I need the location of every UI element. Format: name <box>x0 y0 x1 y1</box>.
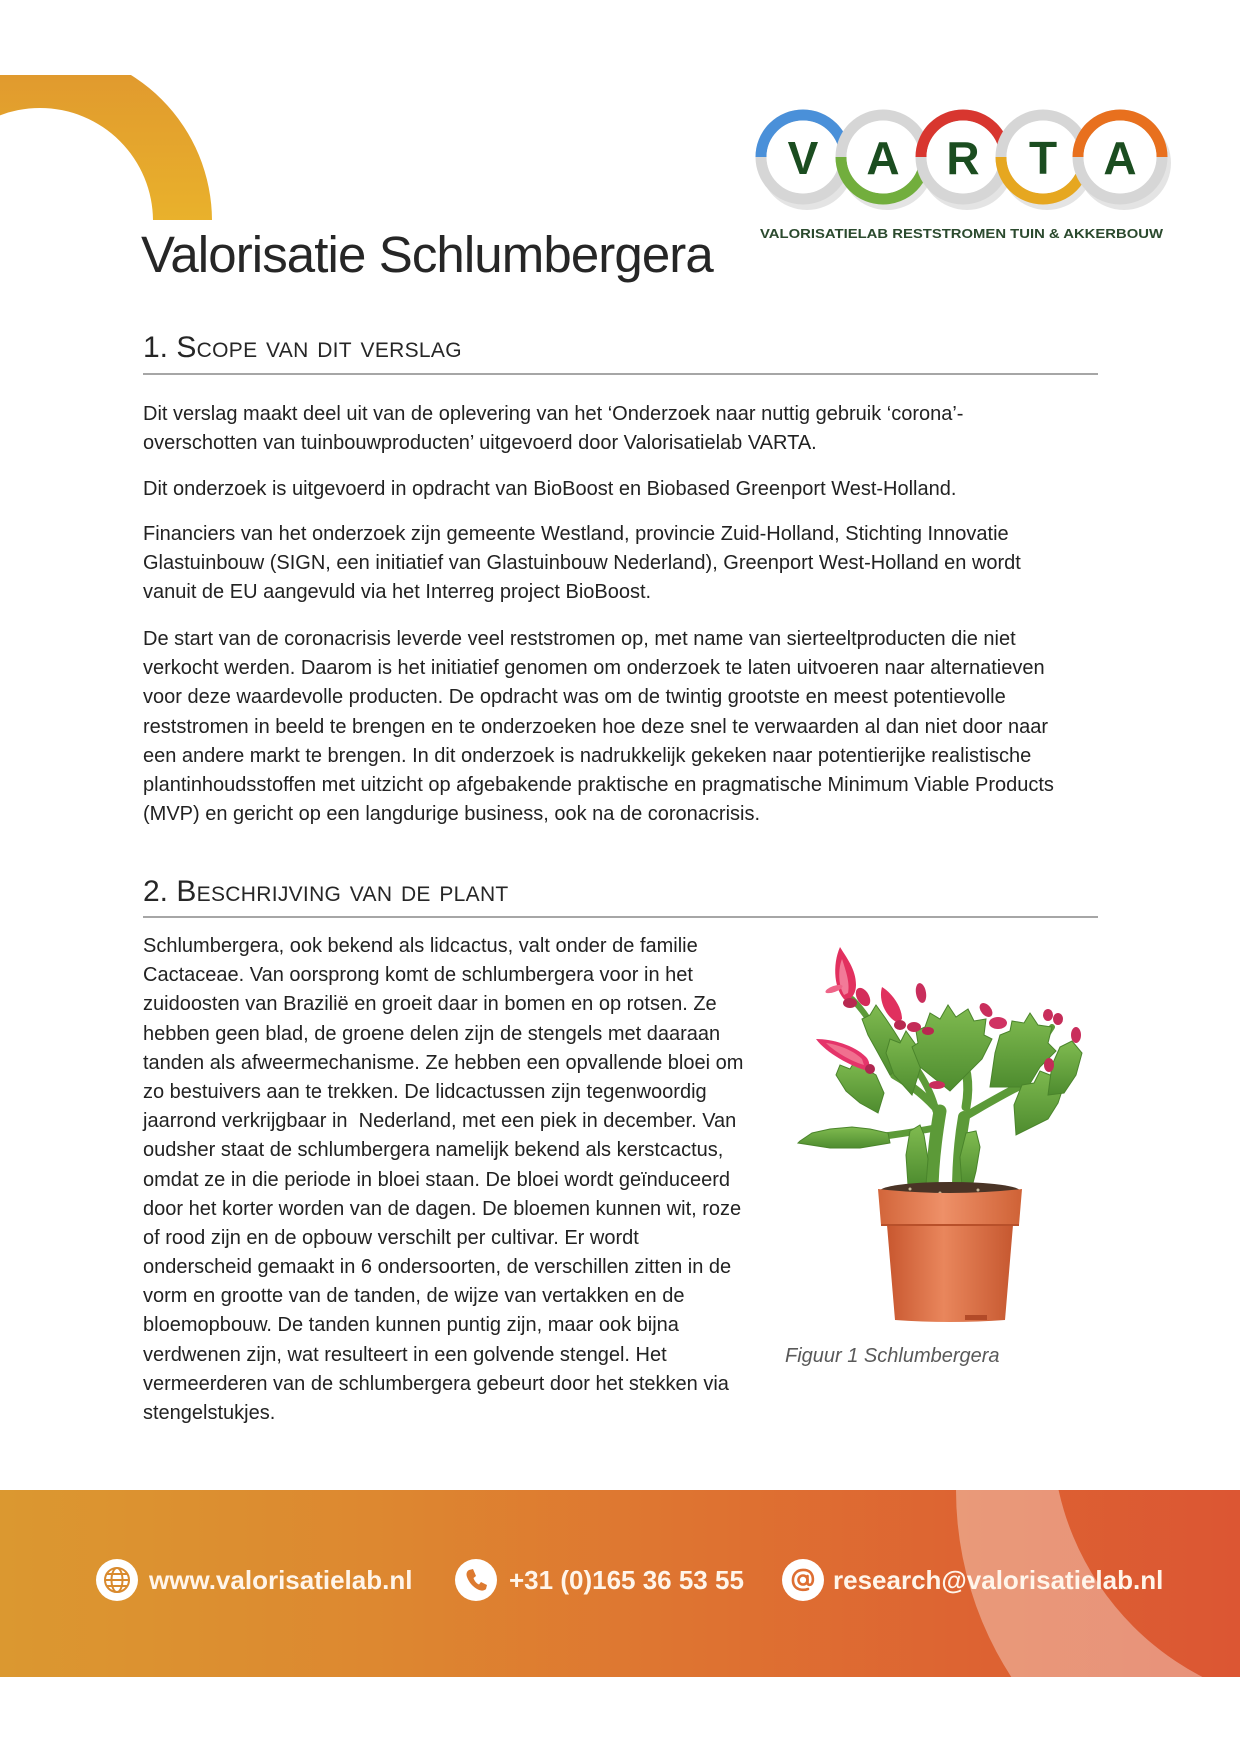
text-line: vermeerderen van de schlumbergera gebeurt door het stekken via <box>143 1372 729 1395</box>
text-line: of rood zijn en de opbouw verschilt per cultivar. Er wordt <box>143 1226 639 1249</box>
footer-email: research@valorisatielab.nl <box>833 1565 1164 1595</box>
text-line: (MVP) en gericht op een langdurige business, ook na de coronacrisis. <box>143 803 761 826</box>
section-number: 1. <box>143 331 169 364</box>
paragraph <box>143 400 963 458</box>
text-line: jaarrond verkrijgbaar in Nederland, met een piek in december. Van <box>143 1110 737 1133</box>
decorative-arc <box>0 0 240 240</box>
globe-icon <box>96 1559 138 1601</box>
section-heading-plant <box>143 877 509 907</box>
heading-divider <box>143 916 1098 918</box>
text-line: reststromen in beeld te brengen en te onderzoeken hoe deze snel te verwaarden al dan niet door naar <box>143 715 1049 738</box>
text-line: De start van de coronacrisis leverde veel reststromen op, met name van sierteeltproducten die niet <box>143 628 1016 650</box>
section-heading-scope <box>143 333 462 363</box>
footer-banner <box>0 1490 1240 1677</box>
text-line: oudsher staat de schlumbergera namelijk bekend als kerstcactus, <box>143 1139 724 1162</box>
logo-letter: A <box>866 132 900 184</box>
figure-caption: Figuur 1 Schlumbergera <box>785 1345 1000 1367</box>
text-line: omdat ze in die periode in bloei staan. De bloei wordt geïnduceerd <box>143 1168 731 1191</box>
text-line: onderscheid gemaakt in 6 ondersoorten, de verschillen zitten in de <box>143 1256 732 1279</box>
logo-letter: T <box>1028 132 1058 184</box>
section-title: Scope van dit verslag <box>176 331 462 364</box>
text-line: Schlumbergera, ook bekend als lidcactus, valt onder de familie <box>143 935 698 957</box>
section-title: Beschrijving van de plant <box>176 875 509 908</box>
text-line: vorm en grootte van de tanden, de wijze van vertakken en de <box>143 1285 685 1308</box>
text-line: verdwenen zijn, wat resulteert in een golvende stengel. Het <box>143 1343 667 1366</box>
text-line: Dit onderzoek is uitgevoerd in opdracht van BioBoost en Biobased Greenport West-Holland. <box>143 478 957 500</box>
logo-tagline: VALORISATIELAB RESTSTROMEN TUIN & AKKERBOUW <box>760 227 1164 241</box>
phone-icon <box>455 1559 497 1601</box>
text-line: verkocht werden. Daarom is het initiatief genomen om onderzoek te laten uitvoeren naar alternatieven <box>143 657 1045 680</box>
text-line: plantinhoudsstoffen met uitzicht op afgebakende praktische en pragmatische Minimum Viable Products <box>143 773 1054 796</box>
text-line: bloemopbouw. De tanden kunnen puntig zijn, maar ook bijna <box>143 1314 679 1337</box>
text-line: stengelstukjes. <box>143 1402 276 1424</box>
text-line: een andere markt te brengen. In dit onderzoek is nadrukkelijk gekeken naar potentierijke realistische <box>143 744 1032 767</box>
text-line: tanden als afweermechanisme. Ze hebben een opvallende bloei om <box>143 1051 744 1074</box>
text-line: overschotten van tuinbouwproducten’ uitgevoerd door Valorisatielab VARTA. <box>143 432 817 455</box>
text-line: Financiers van het onderzoek zijn gemeente Westland, provincie Zuid-Holland, Stichting Innovatie <box>143 523 1009 545</box>
logo-letter: R <box>946 132 980 184</box>
heading-divider <box>143 373 1098 375</box>
paragraph <box>143 475 956 504</box>
text-line: Dit verslag maakt deel uit van de oplevering van het ‘Onderzoek naar nuttig gebruik ‘corona’- <box>143 403 964 425</box>
figure-image-schlumbergera <box>790 935 1090 1335</box>
paragraph <box>143 520 1021 608</box>
text-line: Glastuinbouw (SIGN, een initiatief van Glastuinbouw Nederland), Greenport West-Holland en wordt <box>143 552 1021 575</box>
text-line: voor deze waardevolle producten. De opdracht was om de twintig grootste en meest potentievolle <box>143 686 1006 709</box>
logo-ring-a2 <box>1077 115 1171 210</box>
text-line: vanuit de EU aangevuld via het Interreg project BioBoost. <box>143 581 652 604</box>
text-line: door het korter worden van de dagen. De bloemen kunnen wit, roze <box>143 1197 742 1220</box>
logo-letter: V <box>787 132 819 184</box>
section-number: 2. <box>143 875 169 908</box>
text-line: hebben geen blad, de groene delen zijn de stengels met daaraan <box>143 1022 721 1045</box>
paragraph <box>143 625 1054 829</box>
footer-website: www.valorisatielab.nl <box>149 1565 413 1595</box>
footer-phone: +31 (0)165 36 53 55 <box>509 1565 744 1595</box>
text-line: Cactaceae. Van oorsprong komt de schlumbergera voor in het <box>143 964 693 987</box>
varta-logo <box>740 100 1180 250</box>
text-line: zuidoosten van Brazilië en groeit daar in bomen en op rotsen. Ze <box>143 993 717 1016</box>
page-title: Valorisatie Schlumbergera <box>141 226 713 283</box>
plant-pot <box>878 1182 1022 1322</box>
logo-letter: A <box>1103 132 1137 184</box>
paragraph <box>143 932 743 1428</box>
text-line: zo bestuivers aan te trekken. De lidcactussen zijn tegenwoordig <box>143 1080 707 1103</box>
at-sign-icon <box>782 1559 824 1601</box>
